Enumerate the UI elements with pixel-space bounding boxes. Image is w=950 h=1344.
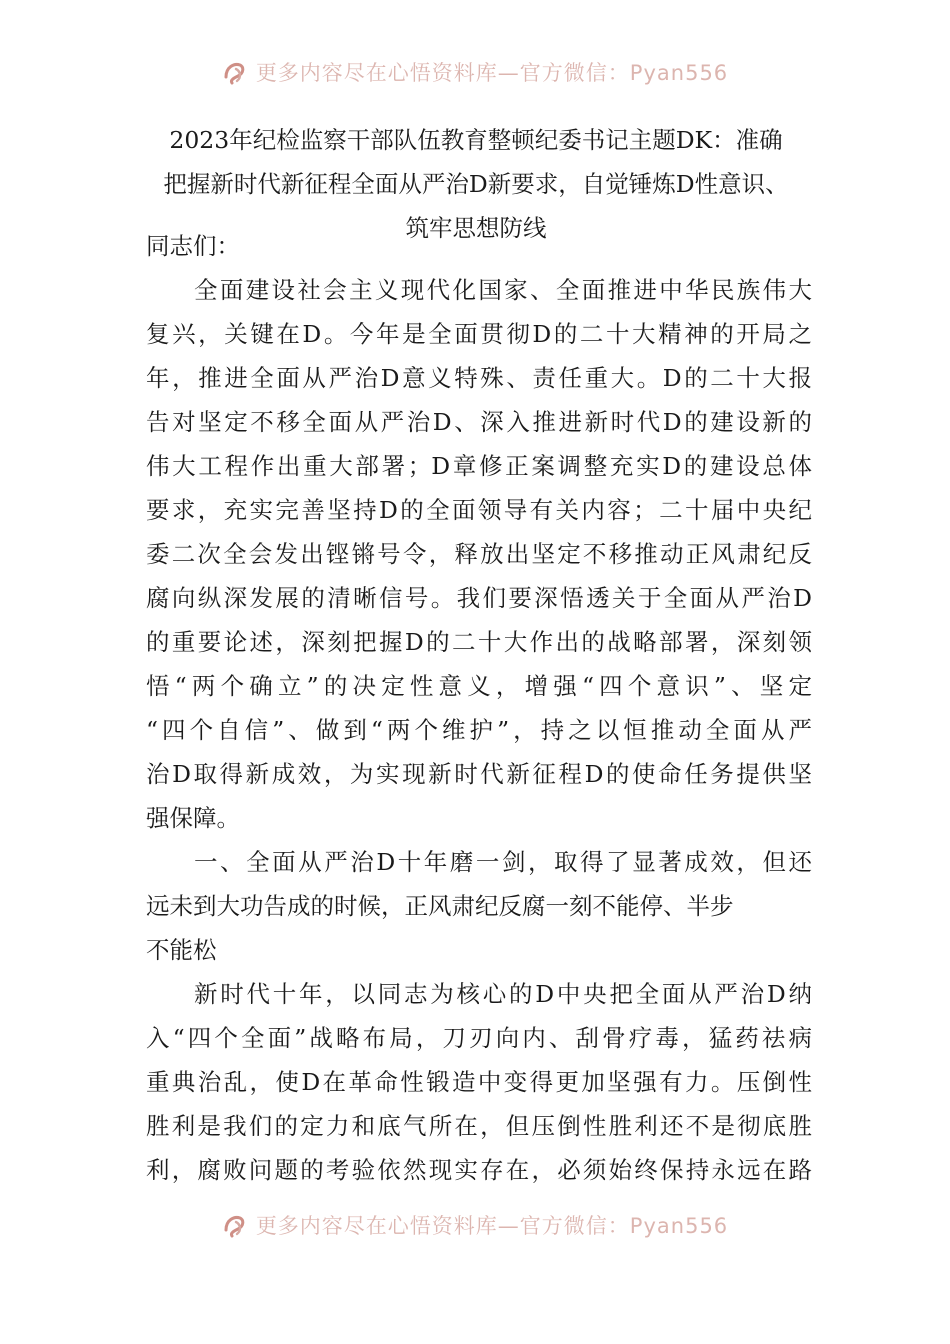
watermark-header bbox=[0, 55, 950, 89]
text-line: 告对坚定不移全面从严治D、深入推进新时代D的建设新的 bbox=[146, 408, 812, 436]
text-line: 新时代十年，以同志为核心的D中央把全面从严治D纳 bbox=[194, 980, 812, 1008]
text-line: 治D取得新成效，为实现新时代新征程D的使命任务提供坚 bbox=[146, 760, 812, 788]
watermark-footer bbox=[0, 1208, 950, 1242]
greeting: 同志们： bbox=[146, 232, 240, 260]
title-line: 筑牢思想防线 bbox=[405, 214, 547, 242]
text-line: 委二次全会发出铿锵号令，释放出坚定不移推动正风肃纪反 bbox=[146, 540, 812, 568]
text-line: 全面建设社会主义现代化国家、全面推进中华民族伟大 bbox=[194, 276, 812, 304]
text-line: 悟“两个确立”的决定性意义，增强“四个意识”、坚定 bbox=[146, 672, 812, 700]
heading-line: 远未到大功告成的时候，正风肃纪反腐一刻不能停、半步 bbox=[146, 892, 734, 920]
text-line: 的重要论述，深刻把握D的二十大作出的战略部署，深刻领 bbox=[146, 628, 812, 656]
title-line: 把握新时代新征程全面从严治D新要求，自觉锤炼D性意识、 bbox=[163, 170, 789, 198]
text-line: 强保障。 bbox=[146, 804, 240, 832]
text-line: “四个自信”、做到“两个维护”，持之以恒推动全面从严 bbox=[146, 716, 812, 744]
brand-logo-icon bbox=[222, 59, 248, 85]
paragraph-intro bbox=[146, 268, 812, 840]
text-line: 要求，充实完善坚持D的全面领导有关内容；二十届中央纪 bbox=[146, 496, 812, 524]
paragraph-section-1 bbox=[146, 972, 812, 1192]
document-body bbox=[146, 224, 812, 1192]
title-line: 2023年纪检监察干部队伍教育整顿纪委书记主题DK：准确 bbox=[169, 126, 783, 154]
heading-line: 一、全面从严治D十年磨一剑，取得了显著成效，但还 bbox=[194, 848, 812, 876]
text-line: 伟大工程作出重大部署；D章修正案调整充实D的建设总体 bbox=[146, 452, 812, 480]
text-line: 胜利是我们的定力和底气所在，但压倒性胜利还不是彻底胜 bbox=[146, 1112, 812, 1140]
text-line: 年，推进全面从严治D意义特殊、责任重大。D的二十大报 bbox=[146, 364, 812, 392]
text-line: 利，腐败问题的考验依然现实存在，必须始终保持永远在路 bbox=[146, 1156, 812, 1184]
watermark-text: 更多内容尽在心悟资料库—官方微信：Pyan556 bbox=[255, 61, 729, 85]
brand-logo-icon bbox=[222, 1212, 248, 1238]
watermark-text: 更多内容尽在心悟资料库—官方微信：Pyan556 bbox=[255, 1214, 729, 1238]
text-line: 复兴，关键在D。今年是全面贯彻D的二十大精神的开局之 bbox=[146, 320, 812, 348]
section-heading-1 bbox=[146, 840, 812, 972]
text-line: 重典治乱，使D在革命性锻造中变得更加坚强有力。压倒性 bbox=[146, 1068, 812, 1096]
text-line: 腐向纵深发展的清晰信号。我们要深悟透关于全面从严治D bbox=[146, 584, 812, 612]
heading-line: 不能松 bbox=[146, 936, 217, 964]
text-line: 入“四个全面”战略布局，刀刃向内、刮骨疗毒，猛药祛病 bbox=[146, 1024, 812, 1052]
